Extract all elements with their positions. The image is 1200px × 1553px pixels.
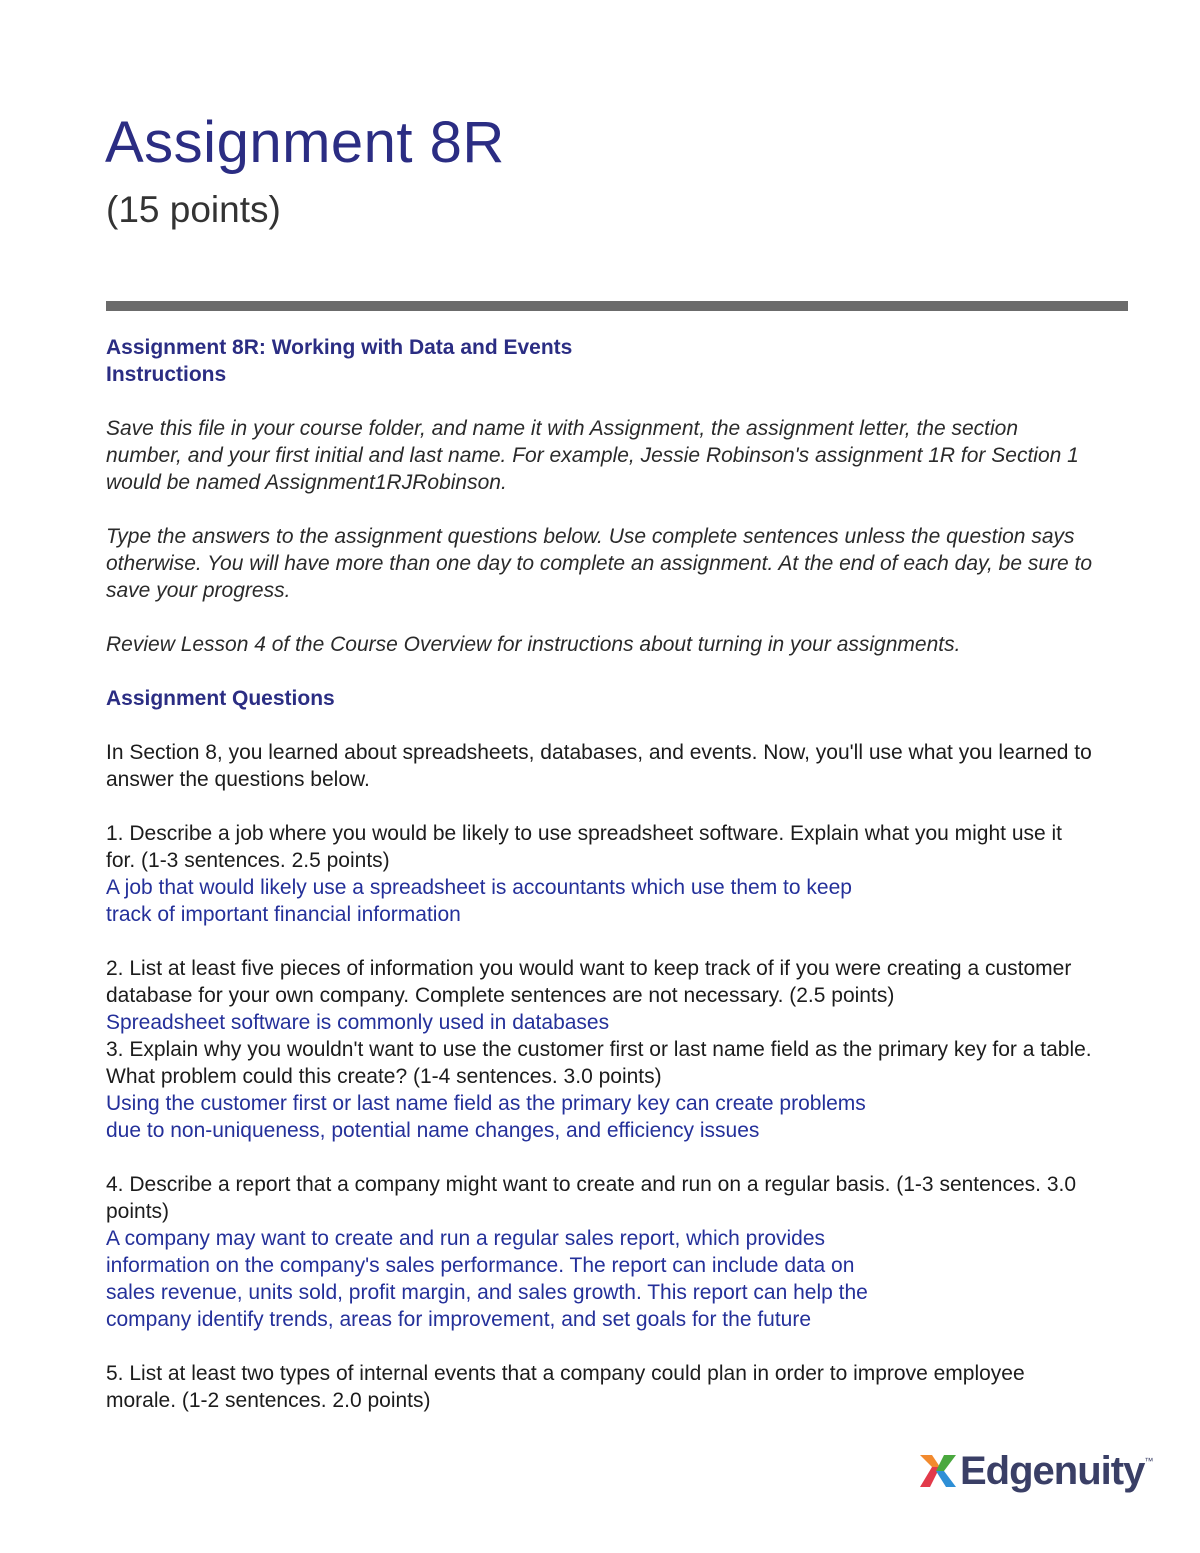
instruction-paragraph: Save this file in your course folder, and name it with Assignment, the assignment letter, the section number, and your first initial and last name. For example, Jessie Robinson's assignment 1R for Section 1 would be named Assignment1RJRobinson. — [106, 417, 1079, 494]
answer-line[interactable]: due to non-uniqueness, potential name changes, and efficiency issues — [106, 1119, 760, 1142]
question-text: 4. Describe a report that a company might want to create and run on a regular basis. (1-3 sentences. 3.0 points) — [106, 1173, 1077, 1223]
answer-line[interactable]: information on the company's sales performance. The report can include data on — [106, 1254, 855, 1277]
question-block — [106, 1036, 1096, 1144]
answer-line[interactable]: company identify trends, areas for improvement, and set goals for the future — [106, 1308, 812, 1331]
question-text: 3. Explain why you wouldn't want to use the customer first or last name field as the primary key for a table. What problem could this create? (1-4 sentences. 3.0 points) — [106, 1038, 1092, 1088]
answer-line[interactable]: A job that would likely use a spreadsheet is accountants which use them to keep — [106, 876, 852, 899]
points-subtitle: (15 points) — [106, 189, 281, 230]
document-body — [106, 334, 1096, 1414]
trademark-mark: ™ — [1144, 1456, 1154, 1466]
logo-wordmark: Edgenuity — [960, 1448, 1145, 1493]
question-block — [106, 1360, 1096, 1414]
divider-rule — [106, 301, 1128, 311]
question-text: 2. List at least five pieces of information you would want to keep track of if you were creating a customer database for your own company. Complete sentences are not necessary. (2.5 points) — [106, 957, 1072, 1007]
edgenuity-logo — [918, 1448, 1153, 1494]
answer-line[interactable]: sales revenue, units sold, profit margin, and sales growth. This report can help the — [106, 1281, 868, 1304]
question-block — [106, 820, 1096, 928]
questions-heading: Assignment Questions — [106, 687, 335, 710]
answer-line[interactable]: A company may want to create and run a regular sales report, which provides — [106, 1227, 826, 1250]
instructions-heading: Instructions — [106, 363, 227, 386]
question-block — [106, 1171, 1096, 1333]
edgenuity-x-icon — [918, 1451, 958, 1491]
answer-line[interactable]: Spreadsheet software is commonly used in databases — [106, 1011, 610, 1034]
section-heading: Assignment 8R: Working with Data and Events — [106, 336, 573, 359]
question-block — [106, 955, 1096, 1036]
question-text: 1. Describe a job where you would be likely to use spreadsheet software. Explain what you might use it for. (1-3 sentences. 2.5 points) — [106, 822, 1063, 872]
instruction-paragraph: Type the answers to the assignment questions below. Use complete sentences unless the question says otherwise. You will have more than one day to complete an assignment. At the end of each day, be sure to save your progress. — [106, 525, 1093, 602]
page-title: Assignment 8R — [105, 110, 505, 175]
answer-line[interactable]: Using the customer first or last name field as the primary key can create problems — [106, 1092, 866, 1115]
question-text: 5. List at least two types of internal events that a company could plan in order to improve employee morale. (1-2 sentences. 2.0 points) — [106, 1362, 1025, 1412]
intro-paragraph: In Section 8, you learned about spreadsheets, databases, and events. Now, you'll use what you learned to answer the questions below. — [106, 741, 1092, 791]
answer-line[interactable]: track of important financial information — [106, 903, 461, 926]
instruction-paragraph: Review Lesson 4 of the Course Overview for instructions about turning in your assignments. — [106, 633, 961, 656]
